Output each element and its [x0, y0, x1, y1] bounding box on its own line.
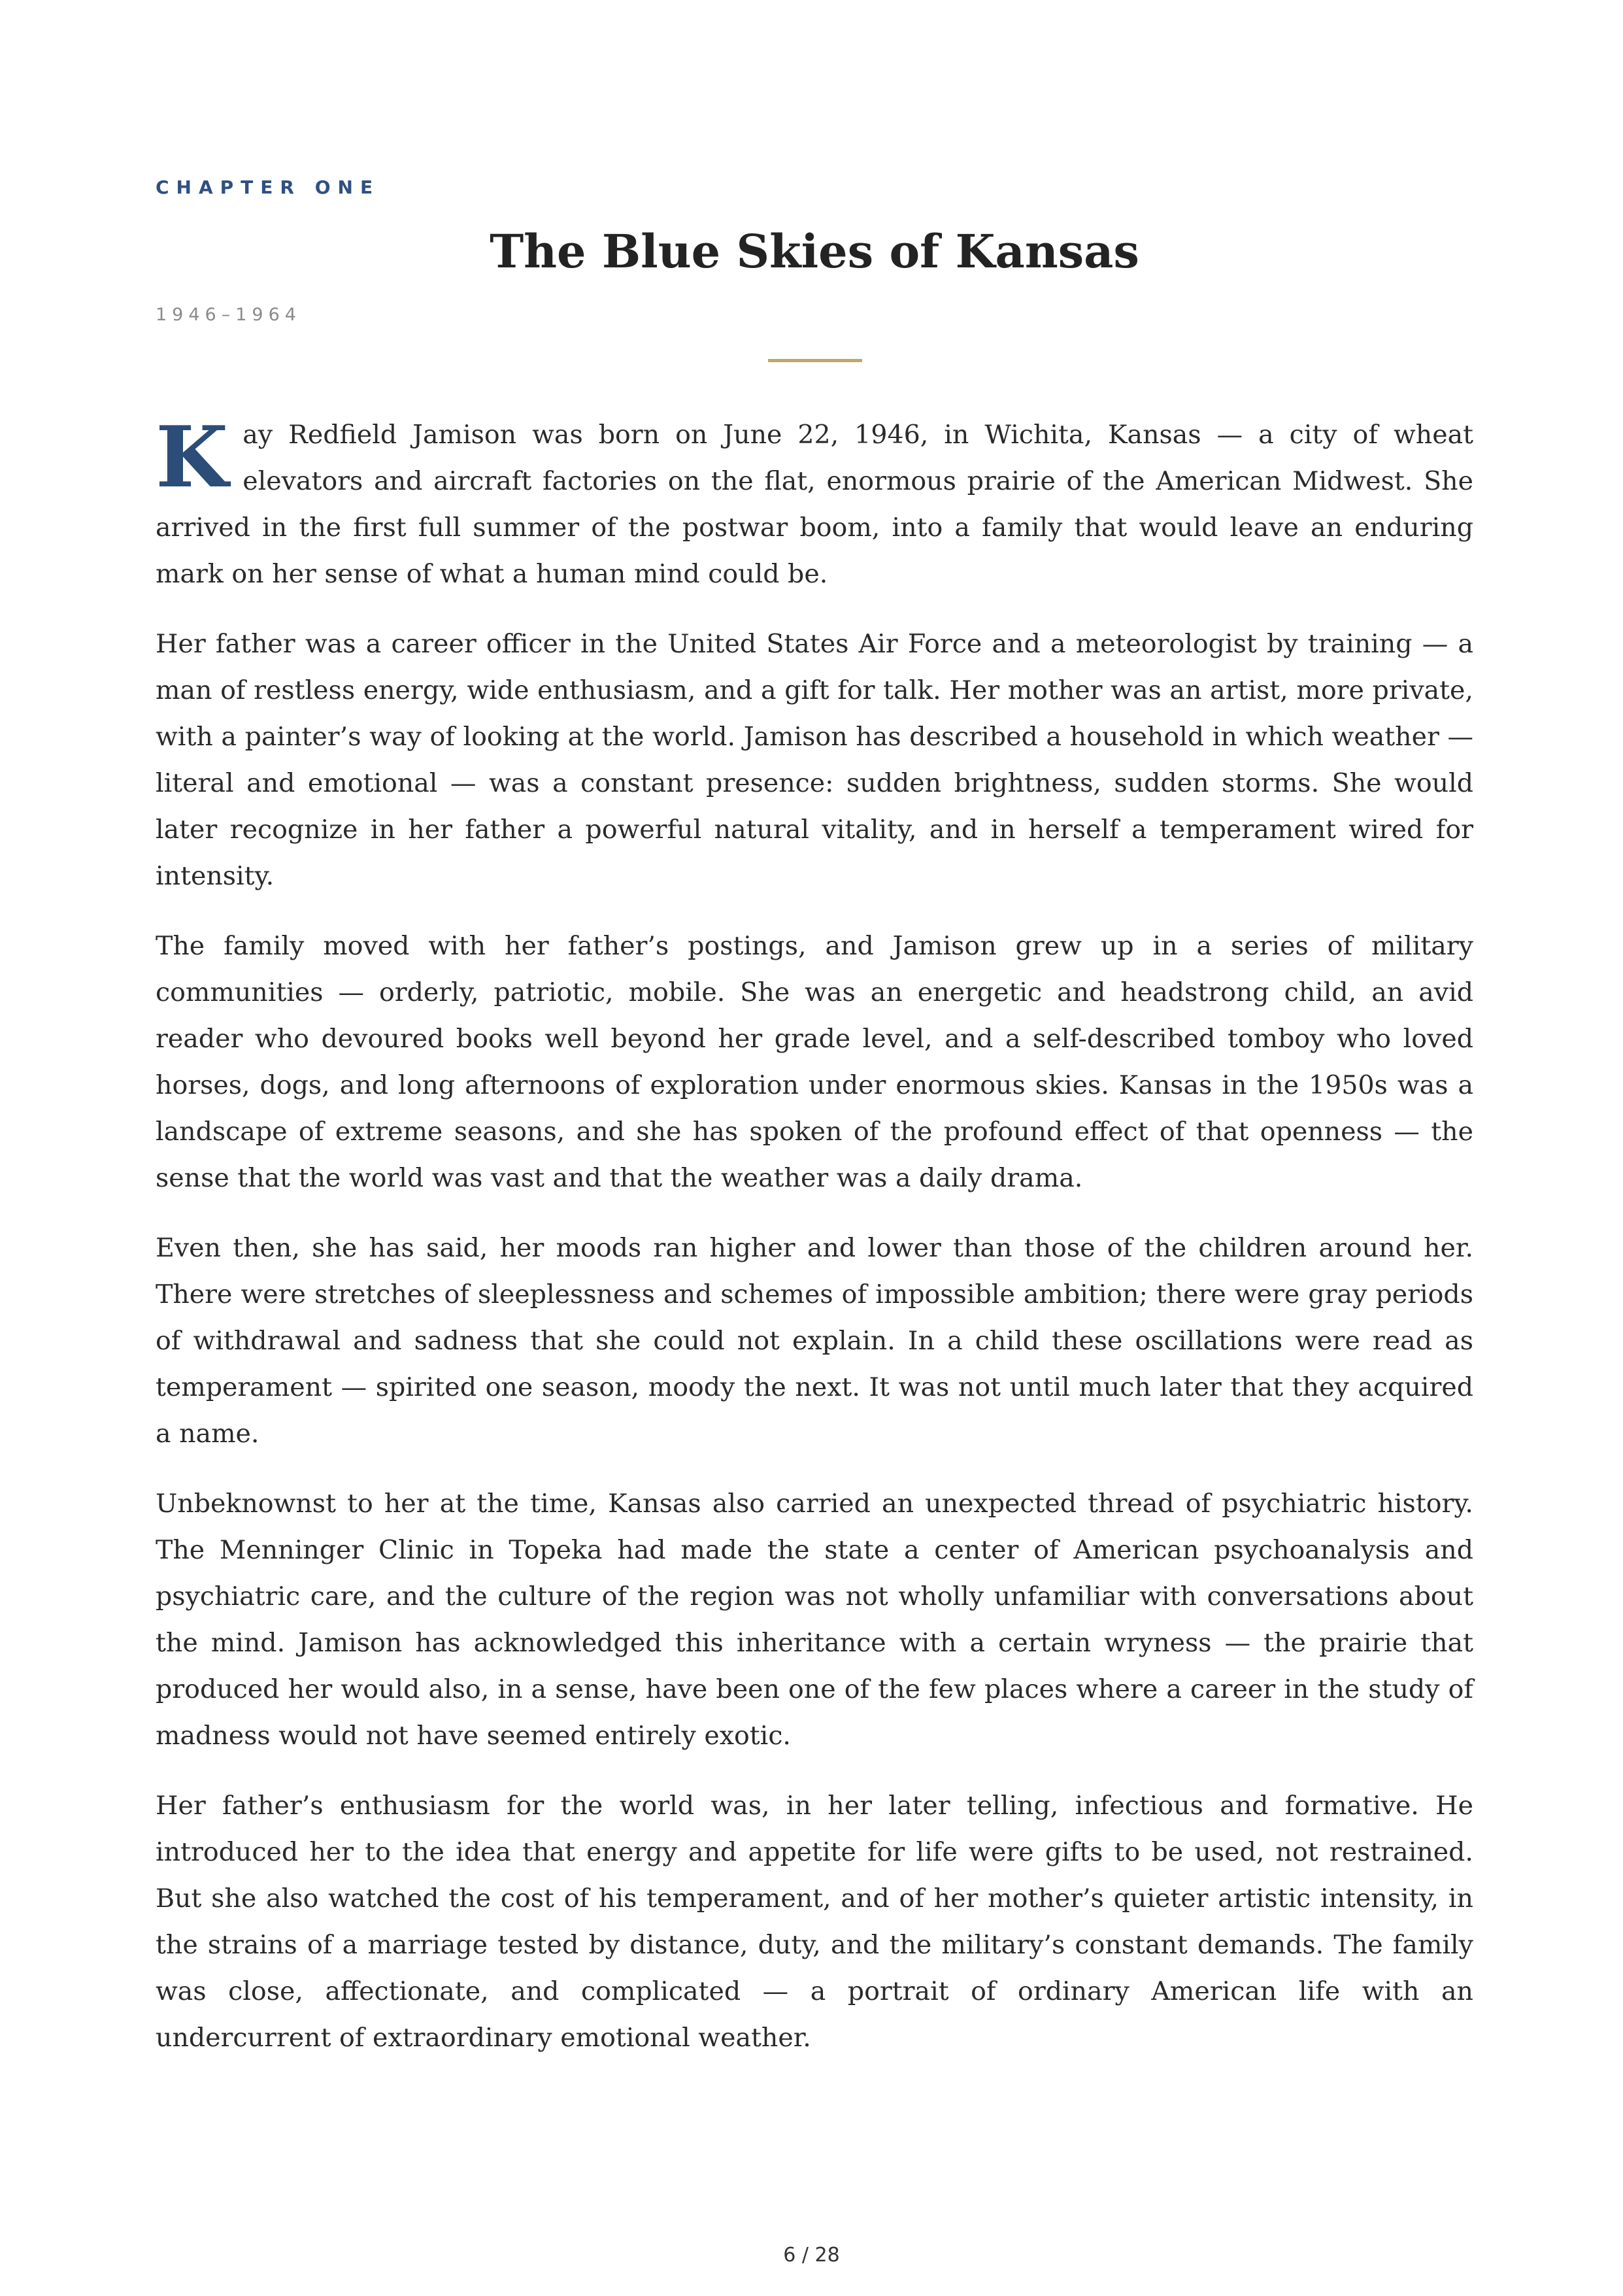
paragraph-5: Unbeknownst to her at the time, Kansas also carried an unexpected thread of psychiatric history. The Menninger Clinic in Topeka had made the state a center of American psychoanalysis and psychiatric care, and the culture of the region was not wholly unfamiliar with conversations about the mind. Jamison has acknowledged this inheritance with a certain wryness — the prairie that produced her would also, in a sense, have been one of the few places where a career in the study of madness would not have seemed entirely exotic. — [156, 1489, 1473, 1751]
paragraph-3: The family moved with her father’s postings, and Jamison grew up in a series of military communities — orderly, patriotic, mobile. She was an energetic and headstrong child, an avid reader who devoured books well beyond her grade level, and a self-described tomboy who loved horses, dogs, and long afternoons of exploration under enormous skies. Kansas in the 1950s was a landscape of extreme seasons, and she has spoken of the profound effect of that openness — the sense that the world was vast and that the weather was a daily drama. — [156, 931, 1473, 1193]
chapter-dates: 1946–1964 — [156, 305, 301, 325]
chapter-body — [156, 409, 1473, 2085]
paragraph-4: Even then, she has said, her moods ran higher and lower than those of the children around her. There were stretches of sleeplessness and schemes of impossible ambition; there were gray periods of withdrawal and sadness that she could not explain. In a child these oscillations were read as temperament — spirited one season, moody the next. It was not until much later that they acquired a name. — [156, 1233, 1473, 1449]
page-number: 6 / 28 — [783, 2244, 840, 2267]
paragraph-6: Her father’s enthusiasm for the world was, in her later telling, infectious and formative. He introduced her to the idea that energy and appetite for life were gifts to be used, not restrained. But she also watched the cost of his temperament, and of her mother’s quieter artistic intensity, in the strains of a marriage tested by distance, duty, and the military’s constant demands. The family was close, affectionate, and complicated — a portrait of ordinary American life with an undercurrent of extraordinary emotional weather. — [156, 1791, 1473, 2053]
drop-cap: K — [156, 409, 229, 507]
chapter-title: The Blue Skies of Kansas — [490, 224, 1139, 279]
paragraph-1 — [156, 409, 1473, 598]
paragraph-2: Her father was a career officer in the United States Air Force and a meteorologist by training — a man of restless energy, wide enthusiasm, and a gift for talk. Her mother was an artist, more private, with a painter’s way of looking at the world. Jamison has described a household in which weather — literal and emotional — was a constant presence: sudden brightness, sudden storms. She would later recognize in her father a powerful natural vitality, and in herself a temperament wired for intensity. — [156, 629, 1473, 891]
title-divider — [768, 359, 862, 362]
paragraph-1-text: ay Redfield Jamison was born on June 22, 1946, in Wichita, Kansas — a city of wheat elevators and aircraft factories on the flat, enormous prairie of the American Midwest. She arrived in the first full summer of the postwar boom, into a family that would leave an enduring mark on her sense of what a human mind could be. — [156, 420, 1473, 589]
chapter-label: CHAPTER ONE — [156, 177, 380, 198]
